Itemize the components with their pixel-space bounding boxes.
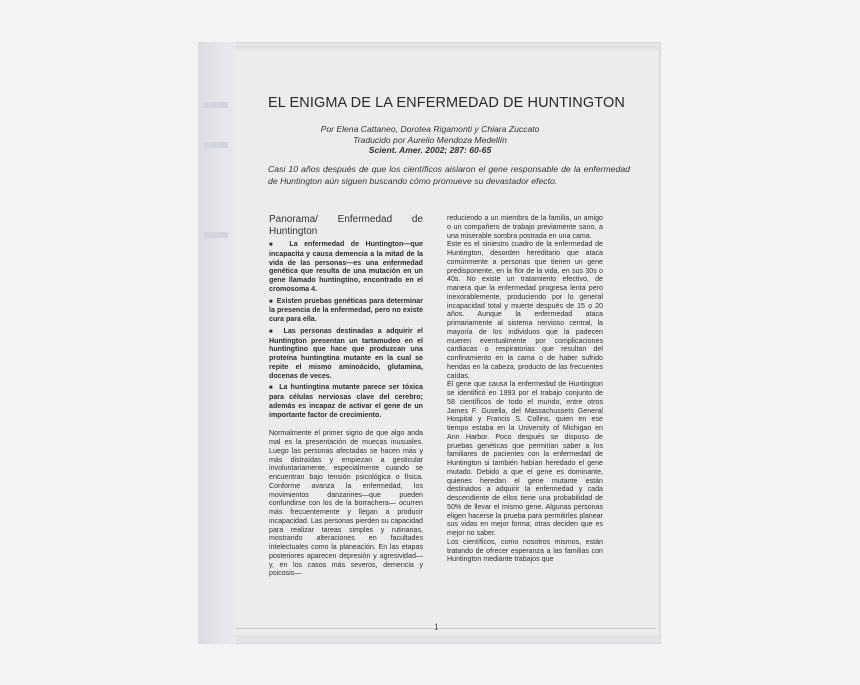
body-paragraph: Normalmente el primer signo de que algo anda mal es la presentación de muecas inusuales. Luego las personas afectadas se hacen más y más distraídas y empiezan a gesticular involuntariamente, especialmente cuando se encuentran bajo tensión psicológica o física. Conforme avanza la enfermedad, los movimientos danzarines—que pueden confundirse con los de la borrachera— ocurren más frecuentemente y llegan a producir incapacidad. Las personas pierden su capacidad para realizar tareas simples y rutinarias, mostrando alteraciones en facultades intelectuales como la planeación. En las etapas posteriores aparecen depresión y agresividad—y, en los casos más severos, demencia y psicosis— (269, 429, 423, 578)
article-title: EL ENIGMA DE LA ENFERMEDAD DE HUNTINGTON (268, 95, 625, 111)
panorama-bullet: ■ Las personas destinadas a adquirir el Huntington presentan un tartamudeo en el huntingtino que hace que produzcan una proteína huntingtina mutante en la cual se repite el mismo aminoácido, glutamina, docenas de veces. (269, 327, 423, 381)
panorama-heading-line1: Panorama/ Enfermedad de (269, 214, 423, 225)
panorama-heading (269, 214, 423, 237)
citation: Scient. Amer. 2002; 287: 60-65 (368, 145, 492, 155)
edge-mark (204, 232, 228, 238)
edge-mark (204, 102, 228, 108)
panorama-heading-line2: Huntington (269, 225, 318, 237)
page-number: 1 (434, 622, 439, 632)
body-paragraph: El gene que causa la enfermedad de Huntington se identificó en 1993 por el trabajo conjunto de 58 científicos de todo el mundo, entre otros James F. Gusella, del Massachussets General Hospital y Francis S. Collins, quien en ese tiempo estaba en la University of Michigan en Ann Harbor. Poco después se dispuso de pruebas genéticas que permitían saber a los familiares de pacientes con la enfermedad de Huntington si también habían heredado el gene mutado. Debido a que el gene es dominante, quienes heredan el gene mutante están destinados a adquirir la enfermedad y cada descendiente de ellos tiene una probabilidad de 50% de llevar el mismo gene. Algunas personas eligen hacerse la prueba para permitirles planear sus vidas en mejor forma; otras deciden que es mejor no saber. (447, 380, 603, 537)
body-paragraph: reduciendo a un miembro de la familia, un amigo o un compañero de trabajo previamente sano, a una miserable sombra postrada en una cama. (447, 214, 603, 240)
panorama-bullet: ■ La enfermedad de Huntington—que incapacita y causa demencia a la mitad de la vida de las personas—es una enfermedad genética que resulta de una mutación en un gene llamado huntingtino, encontrado en el cromosoma 4. (269, 240, 423, 294)
panorama-bullet: ■ Existen pruebas genéticas para determinar la presencia de la enfermedad, pero no existe cura para ella. (269, 297, 423, 324)
body-paragraph: Este es el siniestro cuadro de la enfermedad de Huntington, desorden hereditario que ataca comúnmente a personas que tienen un gene predisponente, en la flor de la vida, en sus 30s o 40s. No existe un tratamiento efectivo, de manera que la enfermedad progresa lenta pero inexorablemente, produciendo por lo general incapacidad total y muerte después de 15 o 20 años. Aunque la enfermedad ataca primariamente al sistema nervioso central, la mayoría de los individuos que la padecen mueren eventualmente por complicaciones cardiacas o respiratorias que resultan del confinamiento en la cama o de haber sufrido heridas en la cabeza, producto de las frecuentes caídas. (447, 240, 603, 380)
panorama-bullet: ■ La huntingtina mutante parece ser tóxica para células nerviosas clave del cerebro; además es incapaz de activar el gene de un importante factor de crecimiento. (269, 383, 423, 419)
byline (290, 124, 570, 156)
column-right (447, 214, 603, 564)
lead-paragraph: Casi 10 años después de que los científicos aislaron el gene responsable de la enfermedad de Huntington aún siguen buscando cómo promueve su devastador efecto. (268, 164, 630, 186)
edge-mark (204, 142, 228, 148)
top-edge-rule (236, 46, 656, 48)
column-left (269, 214, 423, 578)
authors: Por Elena Cattaneo, Dorotea Rigamonti y Chiara Zuccato (320, 124, 540, 134)
page-edge-shadow (198, 42, 236, 644)
body-paragraph: Los científicos, como nosotros mismos, están tratando de ofrecer esperanza a las familias con Huntington mediante trabajos que (447, 537, 603, 564)
bottom-rule (236, 628, 656, 629)
translator: Traducido por Aurelio Mendoza Medellín (353, 134, 507, 145)
